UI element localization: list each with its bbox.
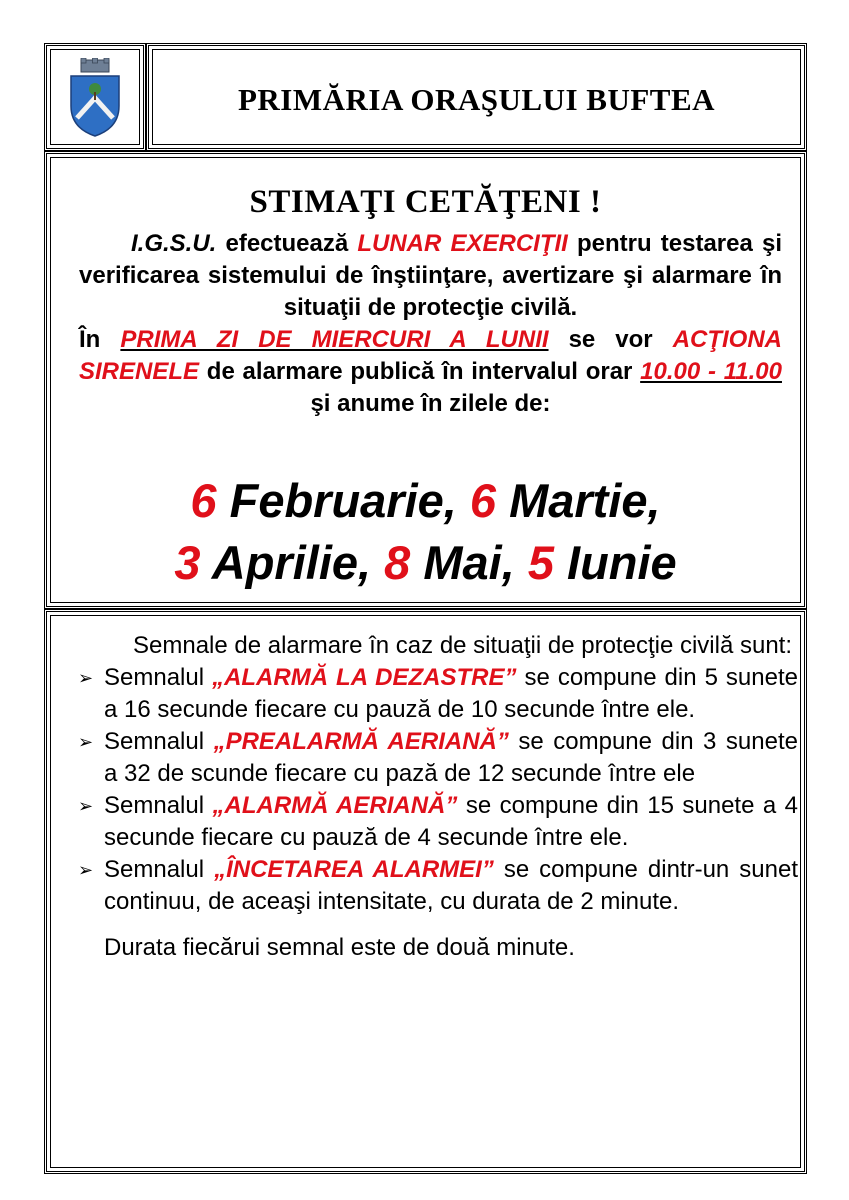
signal-description: se compune din 3 sunete a 32 de scunde fiecare cu pază de 12 secunde între ele (104, 728, 798, 787)
date-month: Mai, (410, 536, 528, 589)
arrow-bullet-icon: ➢ (78, 796, 94, 816)
notice-text: În (79, 326, 121, 353)
coat-of-arms-icon (67, 58, 123, 138)
date-day: 6 (190, 474, 217, 527)
list-item (59, 854, 798, 918)
signal-prefix: Semnalul (104, 792, 213, 819)
igsu-text: I.G.S.U. (131, 230, 217, 257)
notice-text: de alarmare publică în intervalul orar (199, 358, 641, 385)
signals-section (59, 630, 798, 964)
arrow-bullet-icon: ➢ (78, 668, 94, 688)
date-day: 5 (527, 536, 554, 589)
sirens-highlight: ACŢIONA SIRENELE (79, 326, 783, 385)
interval-highlight: 10.00 - 11.00 (640, 358, 782, 385)
notice-text: se vor (548, 326, 673, 353)
signal-prefix: Semnalul (104, 664, 213, 691)
signal-prefix: Semnalul (104, 728, 214, 755)
signals-footer: Durata fiecărui semnal este de două minute. (104, 934, 575, 961)
signal-description: se compune din 5 sunete a 16 secunde fiecare cu pauză de 10 secunde între ele. (104, 664, 798, 723)
list-item (59, 790, 798, 854)
date-month: Aprilie, (200, 536, 385, 589)
signals-list (59, 662, 798, 918)
greeting-heading: STIMAŢI CETĂŢENI ! (249, 184, 602, 220)
signal-name: „ALARMĂ LA DEZASTRE” (212, 664, 517, 691)
date-day: 8 (384, 536, 411, 589)
first-wednesday-highlight: PRIMA ZI DE MIERCURI A LUNII (120, 326, 549, 353)
signal-name: „ALARMĂ AERIANĂ” (212, 792, 458, 819)
notice-text: efectuează (216, 230, 358, 257)
notice-box (44, 151, 807, 609)
signal-name: „PREALARMĂ AERIANĂ” (213, 728, 509, 755)
date-month: Februarie, (216, 474, 470, 527)
signal-prefix: Semnalul (104, 856, 215, 883)
signal-description: se compune din 15 sunete a 4 secunde fiecare cu pauză de 4 secunde între ele. (104, 792, 799, 851)
signals-intro: Semnale de alarmare în caz de situaţii de protecţie civilă sunt: (133, 632, 793, 659)
crest-box (44, 43, 146, 151)
arrow-bullet-icon: ➢ (78, 732, 94, 752)
notice-text: şi anume în zilele de: (310, 390, 551, 417)
page-title: PRIMĂRIA ORAŞULUI BUFTEA (237, 82, 716, 117)
date-month: Martie, (496, 474, 661, 527)
date-day: 3 (174, 536, 201, 589)
signals-box (44, 609, 807, 1174)
list-item (59, 662, 798, 726)
dates-line (47, 532, 804, 594)
notice-paragraph (79, 228, 782, 420)
signal-description: se compune dintr-un sunet continuu, de aceaşi intensitate, cu durata de 2 minute. (104, 856, 798, 915)
arrow-bullet-icon: ➢ (78, 860, 94, 880)
list-item (59, 726, 798, 790)
dates-list (47, 470, 804, 594)
date-month: Iunie (553, 536, 677, 589)
signal-name: „ÎNCETAREA ALARMEI” (214, 856, 494, 883)
lunar-highlight: LUNAR EXERCIŢII (357, 230, 568, 257)
header-title-box (146, 43, 807, 151)
date-day: 6 (469, 474, 497, 527)
notice-text: pentru testarea şi verificarea sistemului de înştiinţare, avertizare şi alarmare în situaţii de protecţie civilă. (79, 230, 782, 321)
dates-line (47, 470, 804, 532)
